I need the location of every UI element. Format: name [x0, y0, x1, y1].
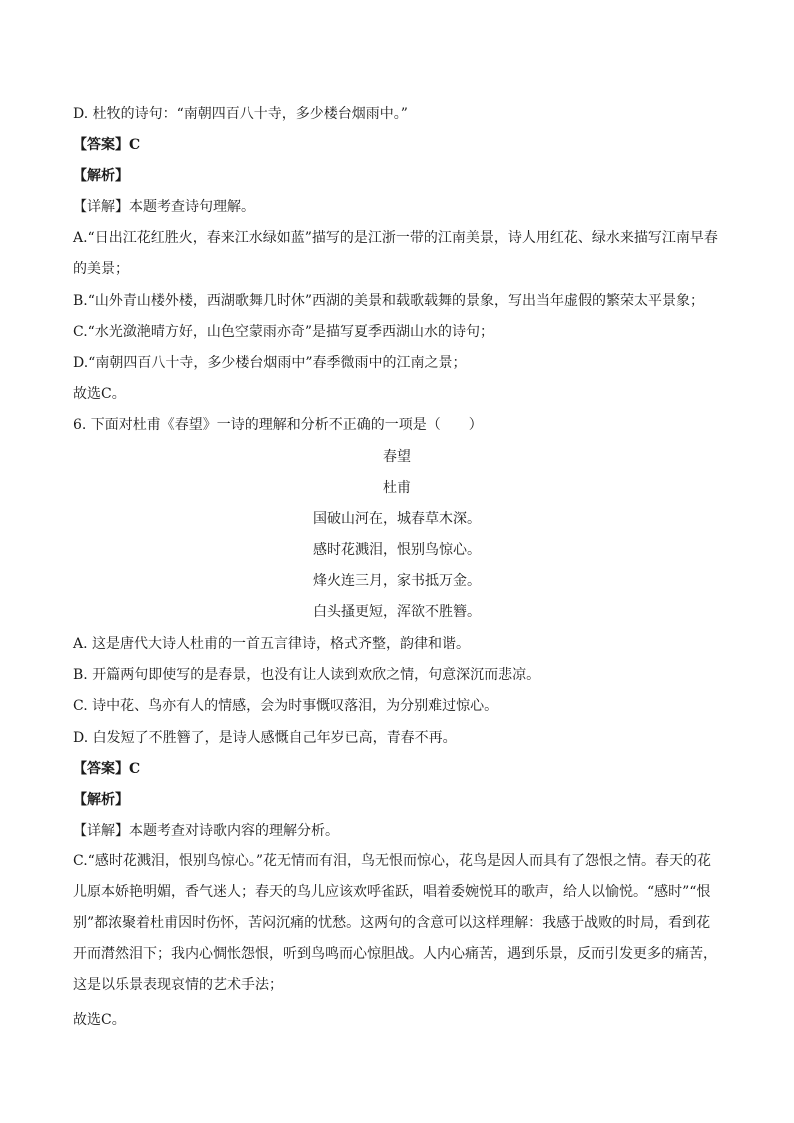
- q5-explain-b: B.“山外青山楼外楼，西湖歌舞几时休”西湖的美景和载歌载舞的景象，写出当年虚假的繁荣太平景象；: [73, 293, 705, 309]
- q6-conclusion: 故选C。: [73, 1012, 126, 1028]
- q6-option-a: A. 这是唐代大诗人杜甫的一首五言律诗，格式齐整，韵律和谐。: [73, 636, 471, 652]
- q5-explain-c: C.“水光潋滟晴方好，山色空蒙雨亦奇”是描写夏季西湖山水的诗句；: [73, 324, 494, 340]
- q5-option-d: D. 杜牧的诗句：“南朝四百八十寺，多少楼台烟雨中。”: [73, 106, 408, 122]
- q5-explain-a: A.“日出江花红胜火，春来江水绿如蓝”描写的是江浙一带的江南美景，诗人用红花、绿水来描写江南早春的美景；: [73, 230, 718, 277]
- q5-analysis-label: 【解析】: [73, 168, 129, 184]
- q6-analysis-label: 【解析】: [73, 792, 129, 808]
- poem-line-4: 白头搔更短，浑欲不胜簪。: [313, 604, 481, 620]
- q6-option-c: C. 诗中花、鸟亦有人的情感，会为时事慨叹落泪，为分别难过惊心。: [73, 698, 499, 714]
- q6-answer: 【答案】C: [73, 761, 141, 777]
- poem-line-2: 感时花溅泪，恨别鸟惊心。: [313, 542, 481, 558]
- poem-title: 春望: [383, 449, 411, 465]
- q5-conclusion: 故选C。: [73, 386, 126, 402]
- q6-option-b: B. 开篇两句即使写的是春景，也没有让人读到欢欣之情，句意深沉而悲凉。: [73, 667, 541, 683]
- poem-author: 杜甫: [383, 480, 411, 496]
- poem-line-3: 烽火连三月，家书抵万金。: [313, 573, 481, 589]
- poem-line-1: 国破山河在，城春草木深。: [313, 511, 481, 527]
- q6-detail: 【详解】本题考查对诗歌内容的理解分析。: [73, 823, 339, 839]
- q6-explain-c: C.“感时花溅泪，恨别鸟惊心。”花无情而有泪，鸟无恨而惊心，花鸟是因人而具有了怨恨之情。春天的花儿原本娇艳明媚，香气迷人；春天的鸟儿应该欢呼雀跃，唱着委婉悦耳的歌声，给人以愉悦。“感时”“恨别”都浓聚着杜甫因时伤怀，苦闷沉痛的忧愁。这两句的含意可以这样理解：我感于战败的时局，看到花开而潸然泪下；我内心惆怅怨恨，听到鸟鸣而心惊胆战。人内心痛苦，遇到乐景，反而引发更多的痛苦，这是以乐景表现哀情的艺术手法；: [73, 853, 717, 993]
- q5-explain-d: D.“南朝四百八十寺，多少楼台烟雨中”春季微雨中的江南之景；: [73, 355, 467, 371]
- q5-detail: 【详解】本题考查诗句理解。: [73, 199, 255, 215]
- q5-answer: 【答案】C: [73, 137, 141, 153]
- q6-option-d: D. 白发短了不胜簪了，是诗人感慨自己年岁已高，青春不再。: [73, 730, 457, 746]
- q6-question: 6. 下面对杜甫《春望》一诗的理解和分析不正确的一项是（ ）: [73, 417, 483, 433]
